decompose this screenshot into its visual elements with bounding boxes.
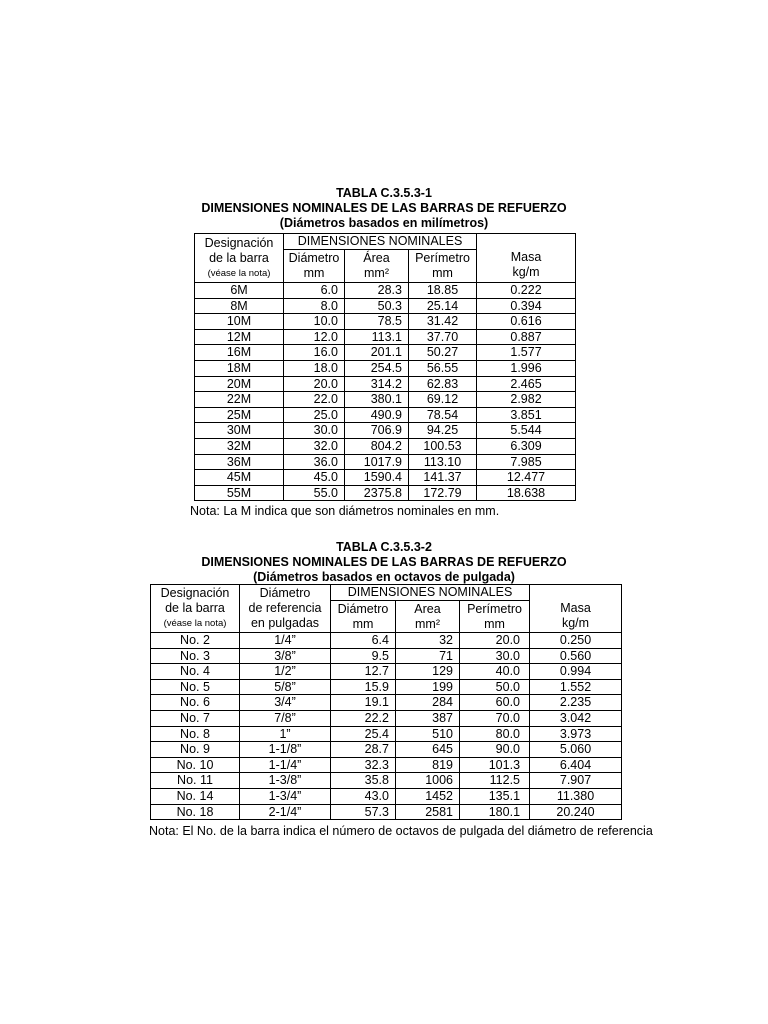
table-row: [151, 788, 622, 804]
table-cell: 45M: [195, 470, 284, 486]
table2-body: [151, 633, 622, 820]
table-cell: 314.2: [345, 376, 409, 392]
table-cell: 1017.9: [345, 454, 409, 470]
table-row: [151, 664, 622, 680]
table-row: [195, 423, 576, 439]
table-cell: No. 5: [151, 679, 240, 695]
header-text: Designación: [160, 586, 230, 600]
header-text: Diámetro: [259, 586, 311, 600]
table-cell: 1.552: [530, 679, 622, 695]
table-row: [195, 438, 576, 454]
table-cell: 2375.8: [345, 485, 409, 501]
table-cell: 819: [396, 757, 460, 773]
table-cell: 3.973: [530, 726, 622, 742]
table-cell: No. 11: [151, 773, 240, 789]
table-cell: 6.4: [331, 633, 396, 649]
header-note: (véase la nota): [207, 267, 271, 279]
table-cell: 1.996: [477, 360, 576, 376]
table-cell: 7.985: [477, 454, 576, 470]
table-cell: 1/2”: [240, 664, 331, 680]
table2-note: Nota: El No. de la barra indica el número de octavos de pulgada del diámetro de referencia: [149, 824, 653, 838]
table-cell: 101.3: [460, 757, 530, 773]
table-cell: 2.465: [477, 376, 576, 392]
table2-basis: (Diámetros basados en octavos de pulgada): [253, 570, 515, 584]
table-cell: 1590.4: [345, 470, 409, 486]
table1-header-perimeter: [409, 250, 477, 283]
table-cell: 22.2: [331, 710, 396, 726]
table-cell: 9.5: [331, 648, 396, 664]
table-row: [151, 804, 622, 820]
table-cell: 35.8: [331, 773, 396, 789]
table-cell: 70.0: [460, 710, 530, 726]
table-cell: 6.404: [530, 757, 622, 773]
table-row: [195, 470, 576, 486]
table-cell: 60.0: [460, 695, 530, 711]
table1-header-diameter: [284, 250, 345, 283]
table-cell: 180.1: [460, 804, 530, 820]
table-cell: 16.0: [284, 345, 345, 361]
table-cell: 69.12: [409, 392, 477, 408]
table-cell: 7.907: [530, 773, 622, 789]
table-cell: 32.0: [284, 438, 345, 454]
table-cell: 25.4: [331, 726, 396, 742]
table-cell: 201.1: [345, 345, 409, 361]
table-row: [195, 485, 576, 501]
table-cell: No. 6: [151, 695, 240, 711]
header-text: de la barra: [165, 601, 225, 615]
header-text: kg/m: [561, 615, 590, 630]
table-cell: 37.70: [409, 329, 477, 345]
table-cell: 387: [396, 710, 460, 726]
table-cell: 22.0: [284, 392, 345, 408]
table-cell: No. 10: [151, 757, 240, 773]
table-cell: 22M: [195, 392, 284, 408]
header-text: Perímetro: [415, 251, 470, 265]
table-cell: 135.1: [460, 788, 530, 804]
table-cell: 129: [396, 664, 460, 680]
table-cell: 32.3: [331, 757, 396, 773]
table-cell: 645: [396, 742, 460, 758]
table-cell: 43.0: [331, 788, 396, 804]
table-row: [195, 376, 576, 392]
table-cell: 2581: [396, 804, 460, 820]
table-cell: 6.309: [477, 438, 576, 454]
header-text: en pulgadas: [250, 616, 320, 630]
table-cell: 90.0: [460, 742, 530, 758]
table-row: [151, 726, 622, 742]
table-cell: 1-3/8”: [240, 773, 331, 789]
table-cell: 18.638: [477, 485, 576, 501]
table1-title: TABLA C.3.5.3-1: [336, 186, 432, 200]
table1-header-mass: [477, 234, 576, 283]
header-text: kg/m: [512, 265, 540, 279]
table-cell: 0.994: [530, 664, 622, 680]
table-row: [151, 742, 622, 758]
table-cell: 113.10: [409, 454, 477, 470]
table-cell: 5/8”: [240, 679, 331, 695]
table-cell: 510: [396, 726, 460, 742]
table-cell: 25M: [195, 407, 284, 423]
table-row: [151, 679, 622, 695]
table-cell: 32: [396, 633, 460, 649]
table-cell: 50.27: [409, 345, 477, 361]
table-row: [195, 392, 576, 408]
header-text: mm²: [364, 266, 389, 280]
table-cell: 706.9: [345, 423, 409, 439]
table-row: [151, 633, 622, 649]
table-cell: 6.0: [284, 283, 345, 299]
table-cell: 2-1/4”: [240, 804, 331, 820]
table2-header-perimeter: [460, 601, 530, 633]
header-text: Área: [363, 251, 390, 265]
table-cell: 78.54: [409, 407, 477, 423]
header-text: Diámetro: [288, 251, 340, 265]
table-cell: 1452: [396, 788, 460, 804]
header-text: mm: [432, 266, 453, 280]
table-row: [151, 648, 622, 664]
table2-header-reference: [240, 585, 331, 633]
table-row: [195, 360, 576, 376]
table-cell: 12.7: [331, 664, 396, 680]
table2-header-area: [396, 601, 460, 633]
table-cell: 45.0: [284, 470, 345, 486]
header-text: Masa: [560, 600, 591, 615]
header-text: de la barra: [209, 250, 269, 265]
table-cell: 0.222: [477, 283, 576, 299]
table-cell: 78.5: [345, 314, 409, 330]
header-text: mm: [484, 616, 505, 631]
table-cell: No. 9: [151, 742, 240, 758]
header-text: Area: [414, 601, 441, 616]
table-cell: 8.0: [284, 298, 345, 314]
table1-basis: (Diámetros basados en milímetros): [279, 216, 489, 230]
table1-subtitle: DIMENSIONES NOMINALES DE LAS BARRAS DE REFUERZO: [201, 201, 567, 215]
table-cell: No. 14: [151, 788, 240, 804]
table-cell: 36.0: [284, 454, 345, 470]
table-cell: 12.477: [477, 470, 576, 486]
table-cell: 57.3: [331, 804, 396, 820]
table-cell: 94.25: [409, 423, 477, 439]
table-cell: 16M: [195, 345, 284, 361]
table-cell: 2.235: [530, 695, 622, 711]
table-cell: 113.1: [345, 329, 409, 345]
table-cell: 30.0: [284, 423, 345, 439]
header-note: (véase la nota): [163, 618, 227, 629]
table-cell: 62.83: [409, 376, 477, 392]
table-cell: 3/8”: [240, 648, 331, 664]
header-text: de referencia: [248, 601, 322, 615]
table-cell: 20.0: [284, 376, 345, 392]
table-cell: 490.9: [345, 407, 409, 423]
table-cell: 0.250: [530, 633, 622, 649]
table-row: [151, 757, 622, 773]
table2-header: [151, 585, 622, 633]
header-text: mm: [352, 616, 374, 631]
header-text: Perímetro: [467, 601, 522, 616]
table-cell: 172.79: [409, 485, 477, 501]
table-cell: 199: [396, 679, 460, 695]
table-cell: 100.53: [409, 438, 477, 454]
table-cell: 284: [396, 695, 460, 711]
table-cell: 40.0: [460, 664, 530, 680]
table-cell: 1.577: [477, 345, 576, 361]
table-cell: 10M: [195, 314, 284, 330]
table-cell: No. 18: [151, 804, 240, 820]
table-row: [195, 283, 576, 299]
table-cell: 12M: [195, 329, 284, 345]
table-cell: 80.0: [460, 726, 530, 742]
table-cell: No. 4: [151, 664, 240, 680]
table-cell: 36M: [195, 454, 284, 470]
table-cell: 55M: [195, 485, 284, 501]
table-cell: 10.0: [284, 314, 345, 330]
table2-header-designation: [151, 585, 240, 633]
header-text: mm²: [415, 616, 440, 631]
table-cell: No. 7: [151, 710, 240, 726]
table-cell: 11.380: [530, 788, 622, 804]
table2-subtitle: DIMENSIONES NOMINALES DE LAS BARRAS DE REFUERZO: [201, 555, 567, 569]
table-cell: 5.544: [477, 423, 576, 439]
table-cell: 0.616: [477, 314, 576, 330]
table-cell: 3.042: [530, 710, 622, 726]
table-cell: 20.240: [530, 804, 622, 820]
table1-header-designation: [195, 234, 284, 283]
table2-header-group: DIMENSIONES NOMINALES: [331, 585, 530, 601]
table-cell: 5.060: [530, 742, 622, 758]
table2: [150, 584, 622, 820]
table-cell: 18M: [195, 360, 284, 376]
table-cell: 71: [396, 648, 460, 664]
table-cell: 6M: [195, 283, 284, 299]
table-cell: 56.55: [409, 360, 477, 376]
table1: [194, 233, 576, 501]
table-row: [195, 454, 576, 470]
table-cell: 7/8”: [240, 710, 331, 726]
table-cell: 20M: [195, 376, 284, 392]
table-cell: 19.1: [331, 695, 396, 711]
table-row: [151, 710, 622, 726]
table-row: [195, 298, 576, 314]
table1-header: [195, 234, 576, 283]
table1-note: Nota: La M indica que son diámetros nominales en mm.: [190, 504, 500, 518]
table-cell: 18.85: [409, 283, 477, 299]
table-cell: 0.560: [530, 648, 622, 664]
table-cell: 112.5: [460, 773, 530, 789]
table1-header-area: [345, 250, 409, 283]
table-row: [151, 695, 622, 711]
table-cell: 254.5: [345, 360, 409, 376]
table-cell: 28.3: [345, 283, 409, 299]
header-text: Designación: [204, 235, 274, 250]
table-cell: 1-1/8”: [240, 742, 331, 758]
table-cell: 12.0: [284, 329, 345, 345]
table-cell: No. 2: [151, 633, 240, 649]
table-cell: 0.887: [477, 329, 576, 345]
table1-caption: [0, 186, 768, 231]
table-row: [195, 329, 576, 345]
table-cell: 1006: [396, 773, 460, 789]
header-text: mm: [303, 266, 325, 280]
table-cell: 25.0: [284, 407, 345, 423]
table-cell: 30M: [195, 423, 284, 439]
table-cell: 1-1/4”: [240, 757, 331, 773]
table2-header-mass: [530, 585, 622, 633]
table2-header-diameter: [331, 601, 396, 633]
table-cell: 30.0: [460, 648, 530, 664]
table-cell: 1-3/4”: [240, 788, 331, 804]
table-cell: 32M: [195, 438, 284, 454]
table-cell: No. 8: [151, 726, 240, 742]
table-cell: 25.14: [409, 298, 477, 314]
table-cell: 380.1: [345, 392, 409, 408]
table-cell: 3/4”: [240, 695, 331, 711]
table-cell: 28.7: [331, 742, 396, 758]
table-cell: 2.982: [477, 392, 576, 408]
table-cell: 18.0: [284, 360, 345, 376]
table-cell: No. 3: [151, 648, 240, 664]
table-cell: 1/4”: [240, 633, 331, 649]
table-cell: 0.394: [477, 298, 576, 314]
table-cell: 804.2: [345, 438, 409, 454]
table-cell: 1”: [240, 726, 331, 742]
table-row: [195, 407, 576, 423]
header-text: Diámetro: [337, 601, 389, 616]
table-cell: 20.0: [460, 633, 530, 649]
table-cell: 55.0: [284, 485, 345, 501]
table-cell: 3.851: [477, 407, 576, 423]
table1-header-group: DIMENSIONES NOMINALES: [284, 234, 477, 250]
table-cell: 8M: [195, 298, 284, 314]
table-cell: 141.37: [409, 470, 477, 486]
table-row: [151, 773, 622, 789]
table-cell: 50.0: [460, 679, 530, 695]
table-cell: 15.9: [331, 679, 396, 695]
header-text: Masa: [510, 250, 542, 264]
table-row: [195, 314, 576, 330]
table-cell: 31.42: [409, 314, 477, 330]
table2-title: TABLA C.3.5.3-2: [336, 540, 432, 554]
table1-body: [195, 283, 576, 501]
table-row: [195, 345, 576, 361]
table2-caption: [0, 540, 768, 585]
table-cell: 50.3: [345, 298, 409, 314]
